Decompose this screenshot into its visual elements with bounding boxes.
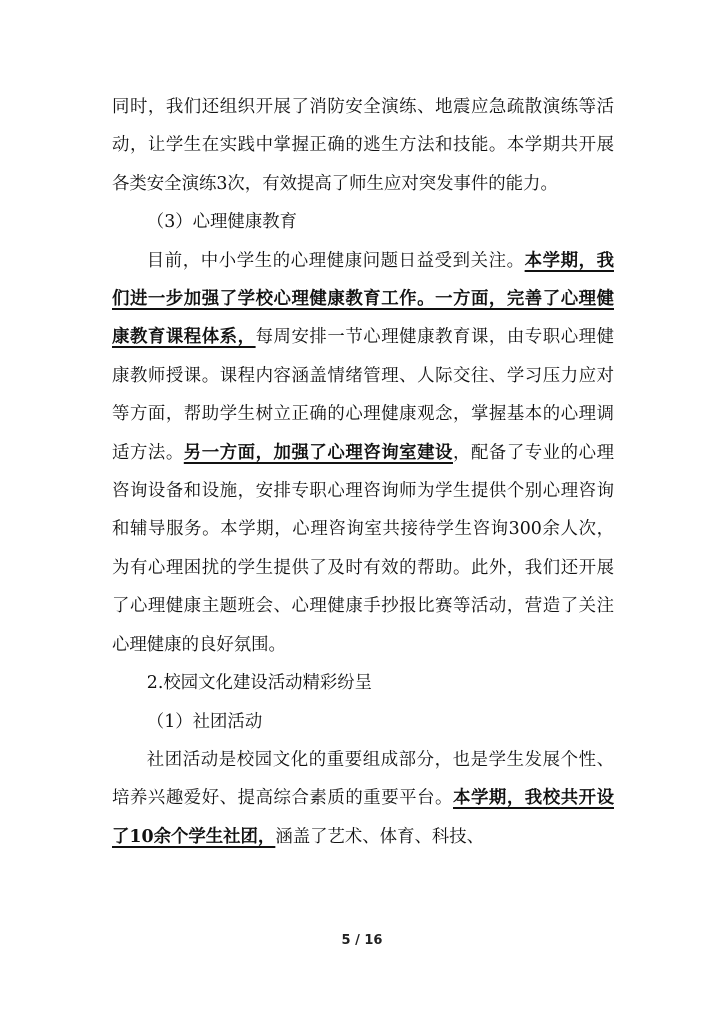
heading-club-activities: （1）社团活动 [146,711,263,732]
underlined-key-sentence: 本学期，我们进一步加强了学校心理健康教育工作。一方面，完善了心理健康教育课程体系， [112,250,614,348]
text-segment: 目前，中小学生的心理健康问题日益受到关注。 [146,250,525,271]
underlined-key-sentence: 本学期，我校共开设了10余个学生社团， [112,788,614,847]
heading-campus-culture: 2.校园文化建设活动精彩纷呈 [146,673,373,694]
body-text [112,88,614,856]
text-segment: 每周安排一节心理健康教育课，由专职心理健康教师授课。课程内容涵盖情绪管理、人际交往、学习压力应对等方面，帮助学生树立正确的心理健康观念，掌握基本的心理调适方法。 [112,327,614,463]
text-segment: 涵盖了艺术、体育、科技、 [275,826,485,847]
heading-mental-health: （3）心理健康教育 [146,212,297,233]
underlined-key-sentence: 另一方面，加强了心理咨询室建设 [183,442,453,463]
paragraph-mental-health [112,242,614,664]
paragraph-safety-drills: 同时，我们还组织开展了消防安全演练、地震应急疏散演练等活动，让学生在实践中掌握正确的逃生方法和技能。本学期共开展各类安全演练3次，有效提高了师生应对突发事件的能力。 [112,97,614,194]
paragraph-club-activities [112,741,614,856]
text-segment: 社团活动是校园文化的重要组成部分，也是学生发展个性、培养兴趣爱好、提高综合素质的重要平台。 [112,749,614,809]
text-segment: ，配备了专业的心理咨询设备和设施，安排专职心理咨询师为学生提供个别心理咨询和辅导服务。本学期，心理咨询室共接待学生咨询300余人次，为有心理困扰的学生提供了及时有效的帮助。此外，我们还开展了心理健康主题班会、心理健康手抄报比赛等活动，营造了关注心理健康的良好氛围。 [112,442,614,655]
page-number: 5 / 16 [341,933,383,948]
